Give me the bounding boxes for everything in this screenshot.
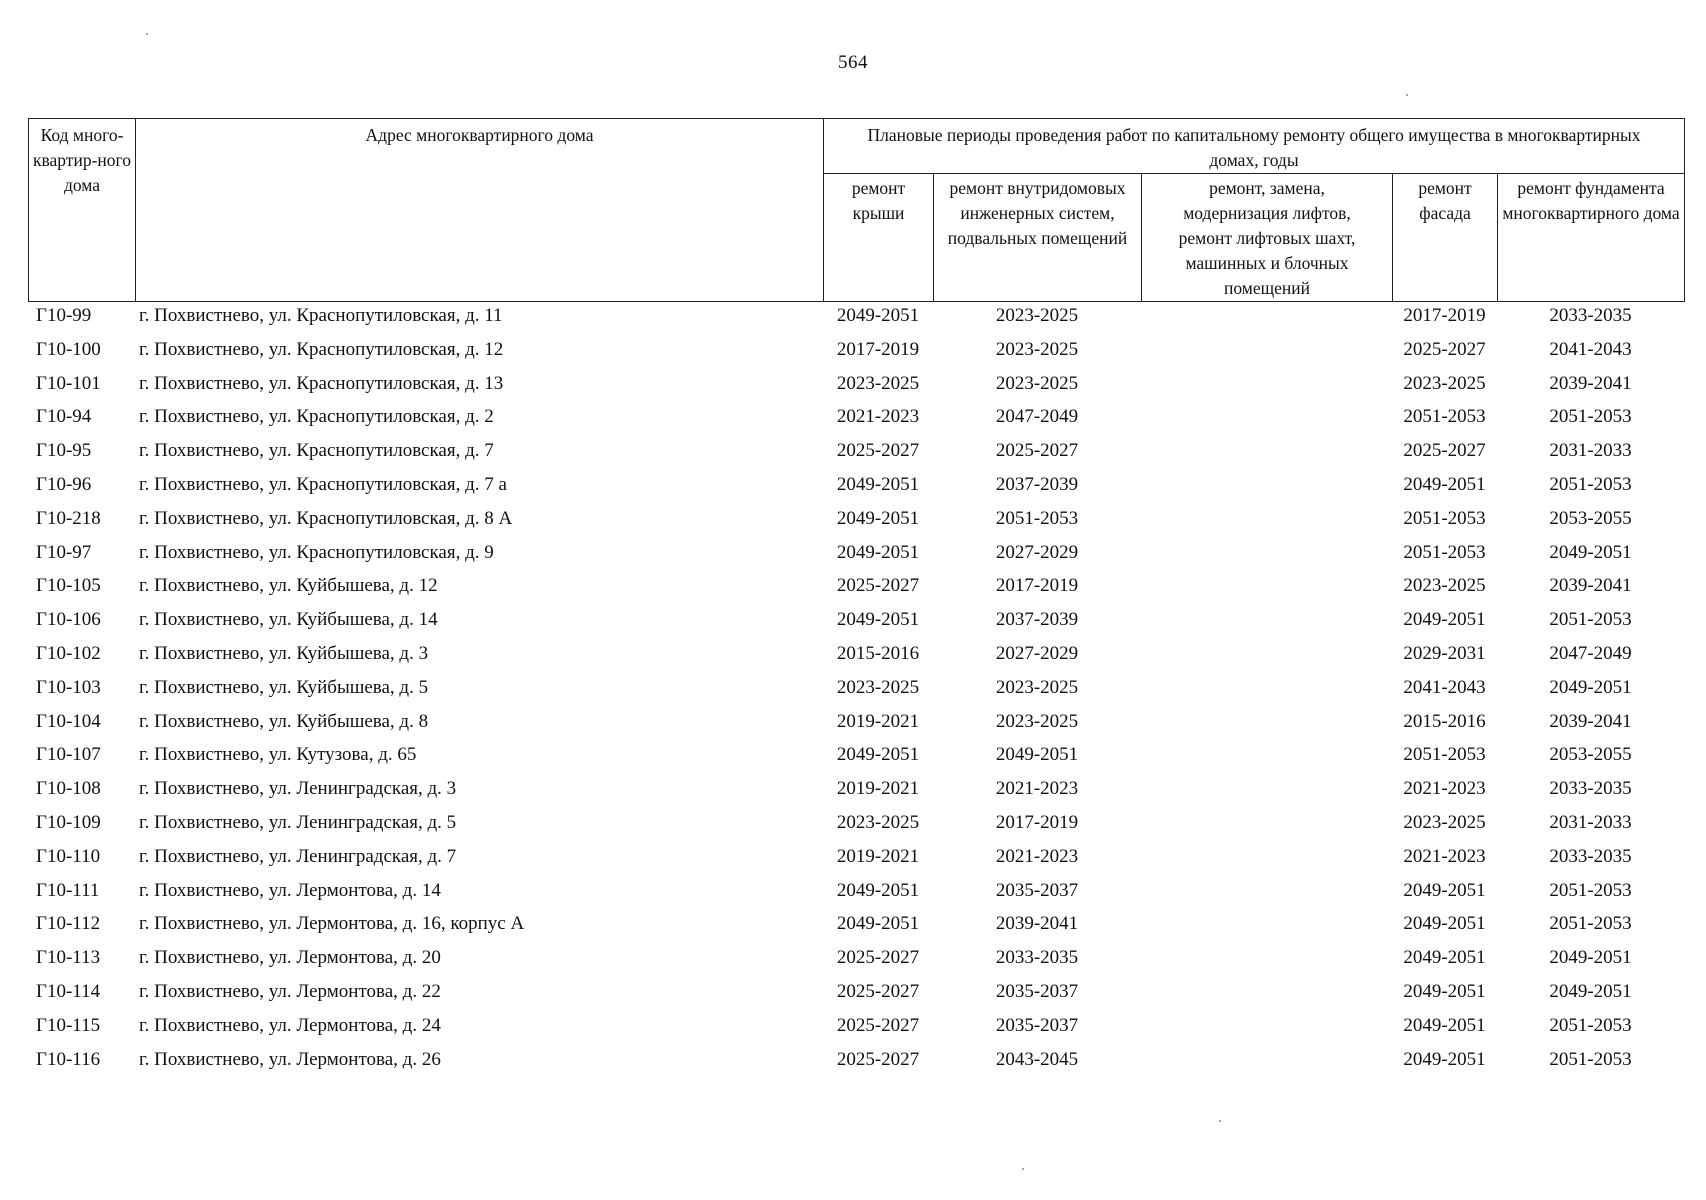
row-foundation-period: 2039-2041 (1549, 372, 1632, 394)
row-engineering-period: 2023-2025 (995, 676, 1079, 698)
row-code: Г10-109 (36, 811, 101, 833)
row-address: г. Похвистнево, ул. Краснопутиловская, д. 11 (139, 305, 503, 326)
row-address: г. Похвистнево, ул. Лермонтова, д. 26 (139, 1048, 441, 1070)
table-row (28, 338, 1684, 372)
table-row (28, 845, 1684, 879)
row-roof-period: 2023-2025 (836, 676, 920, 698)
row-code: Г10-106 (36, 609, 101, 631)
row-address: г. Похвистнево, ул. Краснопутиловская, д. 9 (139, 541, 494, 563)
row-code: Г10-111 (36, 879, 100, 901)
header-code: Код много-квартир-ного дома (29, 119, 136, 302)
row-roof-period: 2025-2027 (836, 440, 920, 462)
row-roof-period: 2049-2051 (836, 879, 920, 901)
row-code: Г10-218 (36, 507, 101, 529)
row-engineering-period: 2035-2037 (995, 1014, 1079, 1036)
row-address: г. Похвистнево, ул. Куйбышева, д. 14 (139, 609, 438, 631)
row-code: Г10-115 (36, 1014, 101, 1036)
row-facade-period: 2023-2025 (1403, 575, 1486, 597)
row-facade-period: 2049-2051 (1403, 609, 1486, 631)
table-row (28, 710, 1684, 744)
row-address: г. Похвистнево, ул. Краснопутиловская, д. 7 а (139, 473, 507, 495)
row-facade-period: 2021-2023 (1403, 778, 1486, 800)
row-address: г. Похвистнево, ул. Куйбышева, д. 3 (139, 642, 429, 664)
table-row (28, 1014, 1684, 1048)
row-roof-period: 2049-2051 (836, 541, 920, 563)
row-roof-period: 2025-2027 (836, 1048, 920, 1070)
row-facade-period: 2041-2043 (1403, 676, 1486, 698)
row-foundation-period: 2033-2035 (1549, 845, 1632, 867)
row-facade-period: 2051-2053 (1403, 406, 1486, 428)
row-address: г. Похвистнево, ул. Куйбышева, д. 8 (139, 710, 429, 732)
row-address: г. Похвистнево, ул. Ленинградская, д. 5 (139, 811, 457, 833)
row-engineering-period: 2025-2027 (995, 440, 1079, 462)
row-facade-period: 2025-2027 (1403, 440, 1486, 462)
row-code: Г10-110 (36, 845, 101, 867)
row-roof-period: 2049-2051 (836, 913, 920, 935)
table-row (28, 642, 1684, 676)
row-address: г. Похвистнево, ул. Краснопутиловская, д. 7 (139, 440, 494, 462)
row-foundation-period: 2033-2035 (1549, 778, 1632, 800)
row-roof-period: 2019-2021 (836, 845, 920, 867)
scan-speck (1219, 1120, 1221, 1122)
row-foundation-period: 2053-2055 (1549, 507, 1632, 529)
row-roof-period: 2049-2051 (836, 609, 920, 631)
row-code: Г10-116 (36, 1048, 101, 1070)
table-row (28, 1048, 1684, 1082)
row-engineering-period: 2049-2051 (995, 744, 1079, 766)
table-row (28, 980, 1684, 1014)
row-code: Г10-96 (36, 473, 92, 495)
table-body (28, 304, 1684, 1081)
capital-repair-table (28, 118, 1684, 1081)
row-address: г. Похвистнево, ул. Краснопутиловская, д. 2 (139, 406, 494, 428)
row-code: Г10-102 (36, 642, 101, 664)
row-facade-period: 2051-2053 (1403, 541, 1486, 563)
row-foundation-period: 2049-2051 (1549, 947, 1632, 969)
table-row (28, 608, 1684, 642)
row-code: Г10-103 (36, 676, 101, 698)
table-row (28, 304, 1684, 338)
table-row (28, 743, 1684, 777)
table-row (28, 811, 1684, 845)
row-engineering-period: 2039-2041 (995, 913, 1079, 935)
row-code: Г10-104 (36, 710, 101, 732)
row-facade-period: 2049-2051 (1403, 879, 1486, 901)
row-roof-period: 2025-2027 (836, 980, 920, 1002)
row-foundation-period: 2041-2043 (1549, 338, 1632, 360)
row-address: г. Похвистнево, ул. Лермонтова, д. 14 (139, 879, 441, 901)
row-roof-period: 2019-2021 (836, 778, 920, 800)
header-roof: ремонт крыши (824, 174, 934, 302)
row-foundation-period: 2051-2053 (1549, 473, 1632, 495)
row-engineering-period: 2027-2029 (995, 541, 1079, 563)
row-roof-period: 2049-2051 (836, 305, 920, 326)
row-facade-period: 2029-2031 (1403, 642, 1486, 664)
row-address: г. Похвистнево, ул. Лермонтова, д. 24 (139, 1014, 441, 1036)
row-engineering-period: 2027-2029 (995, 642, 1079, 664)
row-foundation-period: 2039-2041 (1549, 710, 1632, 732)
table-row (28, 541, 1684, 575)
row-foundation-period: 2051-2053 (1549, 913, 1632, 935)
row-engineering-period: 2021-2023 (995, 778, 1079, 800)
row-address: г. Похвистнево, ул. Ленинградская, д. 7 (139, 845, 457, 867)
table-row (28, 574, 1684, 608)
row-engineering-period: 2023-2025 (995, 710, 1079, 732)
row-foundation-period: 2033-2035 (1549, 305, 1632, 326)
table-row (28, 473, 1684, 507)
row-facade-period: 2023-2025 (1403, 811, 1486, 833)
row-facade-period: 2051-2053 (1403, 744, 1486, 766)
row-roof-period: 2025-2027 (836, 947, 920, 969)
row-engineering-period: 2023-2025 (995, 338, 1079, 360)
row-engineering-period: 2047-2049 (995, 406, 1079, 428)
header-foundation: ремонт фундамента многоквартирного дома (1498, 174, 1685, 302)
table-row (28, 439, 1684, 473)
row-facade-period: 2049-2051 (1403, 913, 1486, 935)
row-address: г. Похвистнево, ул. Куйбышева, д. 12 (139, 575, 438, 597)
row-foundation-period: 2047-2049 (1549, 642, 1632, 664)
row-code: Г10-100 (36, 338, 101, 360)
row-facade-period: 2049-2051 (1403, 1048, 1486, 1070)
row-address: г. Похвистнево, ул. Лермонтова, д. 20 (139, 947, 441, 969)
row-code: Г10-99 (36, 305, 92, 326)
row-engineering-period: 2033-2035 (995, 947, 1079, 969)
row-foundation-period: 2049-2051 (1549, 541, 1632, 563)
page-number: 564 (838, 52, 868, 73)
row-engineering-period: 2035-2037 (995, 879, 1079, 901)
row-roof-period: 2019-2021 (836, 710, 920, 732)
row-facade-period: 2049-2051 (1403, 947, 1486, 969)
row-engineering-period: 2023-2025 (995, 372, 1079, 394)
table-row (28, 676, 1684, 710)
row-code: Г10-97 (36, 541, 92, 563)
row-foundation-period: 2051-2053 (1549, 609, 1632, 631)
table-row (28, 777, 1684, 811)
row-facade-period: 2025-2027 (1403, 338, 1486, 360)
row-engineering-period: 2017-2019 (995, 811, 1079, 833)
row-roof-period: 2023-2025 (836, 811, 920, 833)
row-address: г. Похвистнево, ул. Краснопутиловская, д. 8 А (139, 507, 513, 529)
row-code: Г10-95 (36, 440, 92, 462)
row-roof-period: 2049-2051 (836, 473, 920, 495)
row-address: г. Похвистнево, ул. Краснопутиловская, д. 12 (139, 338, 504, 360)
row-foundation-period: 2051-2053 (1549, 406, 1632, 428)
row-code: Г10-107 (36, 744, 101, 766)
row-engineering-period: 2043-2045 (995, 1048, 1079, 1070)
row-facade-period: 2051-2053 (1403, 507, 1486, 529)
row-roof-period: 2017-2019 (836, 338, 920, 360)
row-roof-period: 2049-2051 (836, 744, 920, 766)
row-foundation-period: 2051-2053 (1549, 1014, 1632, 1036)
row-roof-period: 2049-2051 (836, 507, 920, 529)
row-roof-period: 2025-2027 (836, 1014, 920, 1036)
row-code: Г10-112 (36, 913, 101, 935)
header-address: Адрес многоквартирного дома (136, 119, 824, 302)
row-address: г. Похвистнево, ул. Ленинградская, д. 3 (139, 778, 457, 800)
row-facade-period: 2049-2051 (1403, 473, 1486, 495)
row-foundation-period: 2039-2041 (1549, 575, 1632, 597)
row-roof-period: 2021-2023 (836, 406, 920, 428)
row-facade-period: 2015-2016 (1403, 710, 1486, 732)
table-row (28, 879, 1684, 913)
header-lifts: ремонт, замена, модернизация лифтов, ремонт лифтовых шахт, машинных и блочных помещений (1142, 174, 1393, 302)
row-foundation-period: 2053-2055 (1549, 744, 1632, 766)
row-code: Г10-105 (36, 575, 101, 597)
row-code: Г10-94 (36, 406, 92, 428)
row-facade-period: 2049-2051 (1403, 1014, 1486, 1036)
row-engineering-period: 2021-2023 (995, 845, 1079, 867)
row-code: Г10-108 (36, 778, 101, 800)
row-engineering-period: 2037-2039 (995, 473, 1079, 495)
row-foundation-period: 2049-2051 (1549, 676, 1632, 698)
row-address: г. Похвистнево, ул. Кутузова, д. 65 (139, 744, 417, 766)
row-roof-period: 2025-2027 (836, 575, 920, 597)
row-facade-period: 2023-2025 (1403, 372, 1486, 394)
table-row (28, 912, 1684, 946)
row-code: Г10-114 (36, 980, 101, 1002)
header-periods-group: Плановые периоды проведения работ по капитальному ремонту общего имущества в многоквартирных домах, годы (824, 119, 1685, 174)
table-row (28, 405, 1684, 439)
row-engineering-period: 2017-2019 (995, 575, 1079, 597)
row-facade-period: 2017-2019 (1403, 305, 1486, 326)
row-engineering-period: 2023-2025 (995, 305, 1079, 326)
row-roof-period: 2015-2016 (836, 642, 920, 664)
table-row (28, 946, 1684, 980)
scan-speck (1022, 1168, 1024, 1170)
row-address: г. Похвистнево, ул. Куйбышева, д. 5 (139, 676, 429, 698)
scan-speck (146, 33, 148, 35)
row-engineering-period: 2037-2039 (995, 609, 1079, 631)
row-foundation-period: 2031-2033 (1549, 811, 1632, 833)
row-address: г. Похвистнево, ул. Краснопутиловская, д. 13 (139, 372, 504, 394)
row-engineering-period: 2035-2037 (995, 980, 1079, 1002)
row-foundation-period: 2051-2053 (1549, 1048, 1632, 1070)
table-row (28, 507, 1684, 541)
row-foundation-period: 2051-2053 (1549, 879, 1632, 901)
table-row (28, 372, 1684, 406)
row-facade-period: 2021-2023 (1403, 845, 1486, 867)
row-code: Г10-113 (36, 947, 101, 969)
row-foundation-period: 2049-2051 (1549, 980, 1632, 1002)
row-code: Г10-101 (36, 372, 101, 394)
table-header (28, 118, 1685, 302)
row-address: г. Похвистнево, ул. Лермонтова, д. 22 (139, 980, 441, 1002)
scan-speck (1406, 94, 1408, 96)
row-roof-period: 2023-2025 (836, 372, 920, 394)
row-engineering-period: 2051-2053 (995, 507, 1079, 529)
row-foundation-period: 2031-2033 (1549, 440, 1632, 462)
header-engineering: ремонт внутридомовых инженерных систем, подвальных помещений (934, 174, 1142, 302)
header-facade: ремонт фасада (1393, 174, 1498, 302)
row-address: г. Похвистнево, ул. Лермонтова, д. 16, корпус А (139, 913, 525, 935)
row-facade-period: 2049-2051 (1403, 980, 1486, 1002)
